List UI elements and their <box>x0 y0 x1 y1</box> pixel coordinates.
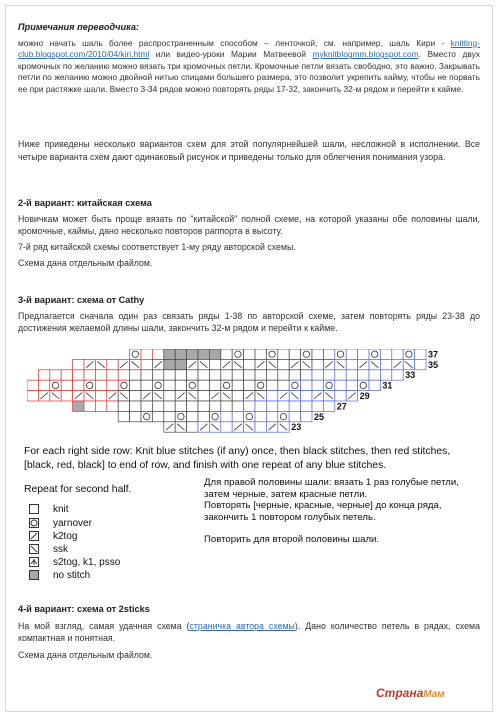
chart-cell <box>255 401 266 411</box>
chart-cell <box>152 349 163 359</box>
chart-cell <box>232 391 243 401</box>
chart-cell <box>301 349 312 359</box>
legend-item-yarnover <box>29 518 92 529</box>
chart-cell <box>118 370 129 380</box>
legend-item-s2tog <box>29 557 120 568</box>
legend-label: s2tog, k1, psso <box>53 557 121 568</box>
chart-cell <box>278 411 289 421</box>
chart-cell <box>84 401 95 411</box>
k2tog-icon <box>29 531 39 541</box>
chart-cell <box>164 349 175 359</box>
chart-cell <box>209 359 220 369</box>
chart-cell <box>141 349 152 359</box>
chart-cell <box>38 370 49 380</box>
variant4-title: 4-й вариант: схема от 2sticks <box>18 604 150 614</box>
chart-cell <box>187 370 198 380</box>
chart-row-number: 27 <box>336 401 347 412</box>
chart-cell <box>289 401 300 411</box>
english-line-1: For each right side row: Knit blue stitches (if any) once, then black stitches, then red stitches, <box>24 446 451 457</box>
chart-cell <box>141 359 152 369</box>
variant2-section <box>18 198 480 270</box>
chart-cell <box>130 349 141 359</box>
chart-cell <box>118 401 129 411</box>
chart-cell <box>346 359 357 369</box>
chart-cell <box>164 401 175 411</box>
notes-paragraph <box>18 38 480 96</box>
chart-cell <box>369 349 380 359</box>
chart-cell <box>130 370 141 380</box>
chart-cell <box>50 380 61 390</box>
chart-cell <box>198 380 209 390</box>
chart-cell <box>187 401 198 411</box>
chart-cell <box>209 349 220 359</box>
chart-cell <box>209 380 220 390</box>
chart-cell <box>415 349 426 359</box>
chart-cell <box>164 370 175 380</box>
chart-cell <box>209 411 220 421</box>
chart-cell <box>175 401 186 411</box>
legend-label: knit <box>53 504 69 515</box>
chart-cell <box>221 401 232 411</box>
chart-cell <box>130 411 141 421</box>
chart-cell <box>380 349 391 359</box>
chart-cell <box>198 391 209 401</box>
chart-cell <box>289 349 300 359</box>
chart-cell <box>255 422 266 432</box>
chart-cell <box>301 411 312 421</box>
chart-cell <box>95 370 106 380</box>
chart-cell <box>278 380 289 390</box>
chart-cell <box>84 380 95 390</box>
logo-main: Страна <box>376 686 424 700</box>
chart-cell <box>130 391 141 401</box>
chart-cell <box>73 359 84 369</box>
chart-cell <box>289 380 300 390</box>
chart-cell <box>61 380 72 390</box>
chart-cell <box>232 349 243 359</box>
chart-cell <box>266 401 277 411</box>
chart-cell <box>50 370 61 380</box>
legend-item-ssk <box>29 544 68 555</box>
chart-cell <box>312 401 323 411</box>
chart-cell <box>266 349 277 359</box>
chart-cell <box>175 370 186 380</box>
chart-cell <box>266 380 277 390</box>
chart-cell <box>141 411 152 421</box>
chart-cell <box>301 401 312 411</box>
chart-cell <box>323 349 334 359</box>
chart-cell <box>278 370 289 380</box>
chart-cell <box>278 349 289 359</box>
chart-cell <box>141 370 152 380</box>
chart-cell <box>301 380 312 390</box>
notes-section <box>18 22 480 96</box>
chart-cell <box>289 370 300 380</box>
chart-cell <box>289 411 300 421</box>
english-line-2: [black, red, black] to end of row, and finish with one repeat of any blue stitches. <box>24 460 387 471</box>
chart-cell <box>198 370 209 380</box>
chart-cell <box>152 380 163 390</box>
chart-cell <box>221 349 232 359</box>
chart-cell <box>141 380 152 390</box>
variant3-section <box>18 295 480 335</box>
chart-cell <box>152 411 163 421</box>
chart-row-number: 31 <box>382 380 393 391</box>
chart-cell <box>73 401 84 411</box>
chart-cell <box>255 370 266 380</box>
chart-cell <box>221 380 232 390</box>
chart-cell <box>61 370 72 380</box>
variant3-p1: Предлагается сначала один раз связать ряды 1-38 по авторской схеме, затем повторять ряды 23-38 до достижения желаемой длины шали, закончить 32-м рядом и перейти к кайме. <box>18 310 480 334</box>
chart-cell <box>27 380 38 390</box>
chart-cell <box>118 411 129 421</box>
chart-cell <box>358 380 369 390</box>
chart-cell <box>278 359 289 369</box>
chart-cell <box>335 391 346 401</box>
variant4-section <box>18 604 480 661</box>
ru-line-2: затем черные, затем красные петли. <box>204 488 368 500</box>
chart-cell <box>175 411 186 421</box>
chart-cell <box>244 411 255 421</box>
chart-cell <box>152 370 163 380</box>
chart-cell <box>95 391 106 401</box>
chart-cell <box>95 401 106 411</box>
chart-cell <box>266 391 277 401</box>
chart-cell <box>198 401 209 411</box>
knit-icon <box>29 504 39 514</box>
chart-cell <box>255 411 266 421</box>
chart-cell <box>27 391 38 401</box>
chart-cell <box>369 370 380 380</box>
variant4-text-a: На мой взгляд, самая удачная схема ( <box>18 620 190 631</box>
chart-cell <box>380 359 391 369</box>
chart-row-number: 29 <box>359 391 370 401</box>
chart-cell <box>164 391 175 401</box>
chart-cell <box>415 359 426 369</box>
chart-cell <box>255 380 266 390</box>
legend-item-knit <box>29 504 69 515</box>
chart-cell <box>107 380 118 390</box>
ssk-icon <box>29 544 39 554</box>
chart-cell <box>130 401 141 411</box>
legend-item-k2tog <box>29 531 77 542</box>
ru-line-5: Повторить для второй половины шали. <box>204 534 380 546</box>
chart-cell <box>175 359 186 369</box>
variant2-p3: Схема дана отдельным файлом. <box>18 258 153 269</box>
no-stitch-icon <box>29 570 39 580</box>
knitting-chart <box>27 349 483 441</box>
chart-cell <box>164 411 175 421</box>
chart-cell <box>152 401 163 411</box>
myknitblog-link[interactable]: myknitblogmm.blogspot.com <box>312 49 419 60</box>
chart-cell <box>369 380 380 390</box>
chart-row-number: 25 <box>314 411 325 422</box>
legend-label: yarnover <box>53 518 92 529</box>
chart-cell <box>232 370 243 380</box>
author-page-link[interactable]: страничка автора схемы <box>189 620 295 631</box>
variant4-p2: Схема дана отдельным файлом. <box>18 649 153 660</box>
notes-text-b: или видео-уроки Марии Матвеевой <box>149 49 313 60</box>
chart-cell <box>73 380 84 390</box>
chart-cell <box>380 370 391 380</box>
kiri-link[interactable]: knitting-club.blogspot.com/2010/04/kiri.html <box>18 37 480 60</box>
chart-cell <box>198 411 209 421</box>
legend-label: k2tog <box>53 531 78 542</box>
chart-cell <box>187 422 198 432</box>
chart-cell <box>255 349 266 359</box>
chart-cell <box>244 380 255 390</box>
chart-cell <box>221 411 232 421</box>
ru-line-3: Повторять [черные, красные, черные] до конца ряда, <box>204 500 442 512</box>
chart-row-number: 23 <box>291 422 302 433</box>
chart-cell <box>312 359 323 369</box>
chart-cell <box>346 380 357 390</box>
chart-cell <box>312 370 323 380</box>
chart-cell <box>278 401 289 411</box>
chart-cell <box>187 349 198 359</box>
chart-cell <box>198 349 209 359</box>
chart-cell <box>95 380 106 390</box>
logo-accent: Мам <box>423 689 445 700</box>
chart-cell <box>335 380 346 390</box>
chart-cell <box>323 401 334 411</box>
chart-cell <box>221 370 232 380</box>
chart-cell <box>107 401 118 411</box>
chart-cell <box>209 370 220 380</box>
chart-cell <box>358 370 369 380</box>
chart-cell <box>187 380 198 390</box>
notes-text-a: можно начать шаль более распространенным способом – ленточкой, см. например, шаль Кири - <box>18 37 451 48</box>
chart-cell <box>323 370 334 380</box>
chart-cell <box>107 359 118 369</box>
variant3-title: 3-й вариант: схема от Cathy <box>18 295 145 305</box>
legend-item-no-stitch <box>29 570 90 581</box>
chart-cell <box>301 370 312 380</box>
chart-cell <box>141 401 152 411</box>
variant2-title: 2-й вариант: китайская схема <box>18 198 152 208</box>
chart-cell <box>301 391 312 401</box>
chart-cell <box>403 349 414 359</box>
legend-label: no stitch <box>53 570 91 581</box>
chart-cell <box>221 422 232 432</box>
chart-cell <box>84 370 95 380</box>
chart-cell <box>175 380 186 390</box>
chart-row-number: 33 <box>405 370 416 381</box>
chart-cell <box>164 359 175 369</box>
english-line-3: Repeat for second half. <box>24 484 132 495</box>
variant4-p1 <box>18 620 480 645</box>
notes-text-c: . Вместо двух кромочных по желанию можно вязать три кромочных петли. Кромочные петли вязать свободно, это важно. Закрывать петли по желанию можно двойной нитью спицами большего размера, это позволит укрепить кайму, чтобы не порвать ее при растяжке шали. Вместо 3-34 рядов можно повторять ряды 17-32, закончить 32-м рядом и перейти к кайме. <box>18 49 480 94</box>
chart-cell <box>118 380 129 390</box>
chart-cell <box>335 349 346 359</box>
chart-cell <box>187 411 198 421</box>
ru-line-4: закончить 1 повтором голубых петель. <box>204 511 376 523</box>
s2tog-icon <box>29 557 39 567</box>
variant2-p1: Новичкам может быть проще вязать по "китайской" полной схеме, на которой указаны обе половины шали, кромочные, каймы, дано несколько повторов раппорта в высоту. <box>18 213 480 237</box>
legend-label: ssk <box>53 544 68 555</box>
chart-cell <box>73 370 84 380</box>
chart-cell <box>232 411 243 421</box>
chart-cell <box>323 380 334 390</box>
chart-cell <box>335 370 346 380</box>
chart-cell <box>358 349 369 359</box>
chart-cell <box>346 349 357 359</box>
chart-cell <box>107 370 118 380</box>
site-logo <box>376 686 445 700</box>
chart-row-number: 37 <box>428 349 439 360</box>
chart-cell <box>164 380 175 390</box>
chart-cell <box>38 380 49 390</box>
chart-cell <box>392 370 403 380</box>
chart-cell <box>244 349 255 359</box>
yarnover-icon <box>29 518 39 528</box>
notes-title: Примечания переводчика: <box>18 22 140 32</box>
chart-row-number: 35 <box>428 359 439 370</box>
chart-cell <box>392 349 403 359</box>
russian-legend <box>204 477 459 546</box>
chart-cell <box>312 380 323 390</box>
chart-cell <box>232 401 243 411</box>
chart-cell <box>244 359 255 369</box>
variant2-p2: 7-й ряд китайской схемы соответствует 1-му ряду авторской схемы. <box>18 241 296 252</box>
chart-cell <box>312 349 323 359</box>
chart-cell <box>266 411 277 421</box>
ru-line-1: Для правой половины шали: вязать 1 раз голубые петли, <box>204 477 459 488</box>
chart-cell <box>175 349 186 359</box>
chart-cell <box>244 401 255 411</box>
chart-cell <box>232 380 243 390</box>
chart-cell <box>346 370 357 380</box>
chart-cell <box>244 370 255 380</box>
variant4-text-b: ). Дано количество петель в рядах, схема компактная и понятная. <box>18 620 480 644</box>
chart-cell <box>61 391 72 401</box>
intro-paragraph: Ниже приведены несколько вариантов схем для этой популярнейшей шали, несложной в исполнении. Все четыре варианта схем дают одинаковый рисунок и приведены только для облегчения понимания узора. <box>18 139 480 162</box>
chart-cell <box>266 370 277 380</box>
chart-cell <box>209 401 220 411</box>
chart-cell <box>130 380 141 390</box>
